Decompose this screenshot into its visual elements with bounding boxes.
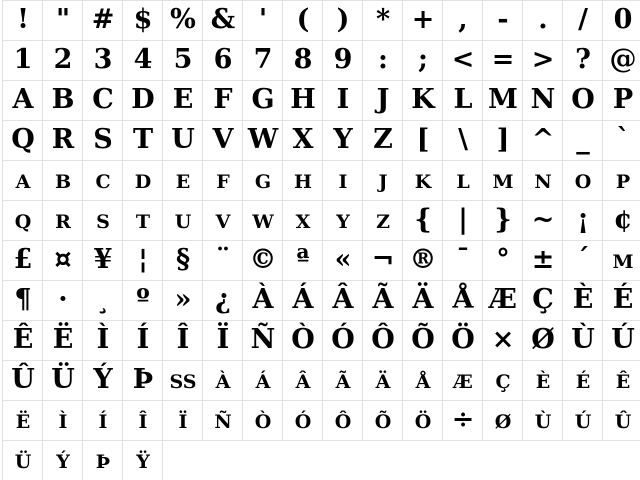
glyph-cell[interactable]: ò xyxy=(243,401,283,441)
glyph-cell[interactable]: þ xyxy=(83,441,123,480)
glyph-cell[interactable]: ° xyxy=(483,241,523,281)
glyph-cell[interactable]: É xyxy=(603,281,640,321)
glyph-cell[interactable]: ë xyxy=(3,401,43,441)
glyph-cell[interactable]: y xyxy=(323,201,363,241)
glyph-cell[interactable]: ¶ xyxy=(3,281,43,321)
glyph-cell[interactable]: ¤ xyxy=(43,241,83,281)
glyph-cell[interactable]: r xyxy=(43,201,83,241)
glyph-cell[interactable]: ¬ xyxy=(363,241,403,281)
glyph-cell[interactable]: p xyxy=(603,161,640,201)
glyph-cell[interactable]: Ý xyxy=(83,361,123,401)
glyph-cell[interactable]: E xyxy=(163,81,203,121)
glyph-cell[interactable]: Ì xyxy=(83,321,123,361)
glyph-cell[interactable]: ' xyxy=(243,1,283,41)
glyph-cell[interactable]: 8 xyxy=(283,41,323,81)
glyph-cell[interactable]: 5 xyxy=(163,41,203,81)
glyph-cell[interactable]: : xyxy=(363,41,403,81)
glyph-cell[interactable]: ; xyxy=(403,41,443,81)
glyph-cell[interactable]: å xyxy=(403,361,443,401)
glyph-cell[interactable]: < xyxy=(443,41,483,81)
glyph-cell[interactable]: t xyxy=(123,201,163,241)
glyph-cell[interactable]: Ç xyxy=(523,281,563,321)
glyph-cell[interactable]: ] xyxy=(483,121,523,161)
glyph-cell[interactable]: + xyxy=(403,1,443,41)
glyph-cell[interactable]: 9 xyxy=(323,41,363,81)
glyph-cell[interactable]: U xyxy=(163,121,203,161)
glyph-cell[interactable]: ) xyxy=(323,1,363,41)
glyph-cell[interactable]: K xyxy=(403,81,443,121)
glyph-cell[interactable]: Ô xyxy=(363,321,403,361)
glyph-cell[interactable]: 6 xyxy=(203,41,243,81)
glyph-cell[interactable]: è xyxy=(523,361,563,401)
glyph-cell[interactable]: § xyxy=(163,241,203,281)
glyph-cell[interactable]: Õ xyxy=(403,321,443,361)
glyph-cell[interactable]: , xyxy=(443,1,483,41)
charmap-grid xyxy=(2,0,640,480)
glyph-cell[interactable]: 1 xyxy=(3,41,43,81)
glyph-cell[interactable]: V xyxy=(203,121,243,161)
glyph-cell[interactable]: ÿ xyxy=(123,441,163,480)
glyph-cell[interactable]: ¨ xyxy=(203,241,243,281)
glyph-cell[interactable]: Ä xyxy=(403,281,443,321)
glyph-cell[interactable]: 7 xyxy=(243,41,283,81)
glyph-cell[interactable]: Z xyxy=(363,121,403,161)
glyph-cell[interactable]: Ë xyxy=(43,321,83,361)
glyph-cell[interactable]: i xyxy=(323,161,363,201)
glyph-cell[interactable]: ± xyxy=(523,241,563,281)
glyph-cell[interactable]: ¸ xyxy=(83,281,123,321)
glyph-cell[interactable]: h xyxy=(283,161,323,201)
glyph-cell[interactable]: @ xyxy=(603,41,640,81)
glyph-cell[interactable]: Ã xyxy=(363,281,403,321)
glyph-cell[interactable]: ¯ xyxy=(443,241,483,281)
glyph-cell[interactable]: ¿ xyxy=(203,281,243,321)
glyph-cell[interactable]: ! xyxy=(3,1,43,41)
glyph-cell[interactable]: ü xyxy=(3,441,43,480)
glyph-cell[interactable]: Î xyxy=(163,321,203,361)
glyph-cell[interactable]: Ü xyxy=(43,361,83,401)
glyph-cell[interactable]: Ù xyxy=(563,321,603,361)
glyph-cell[interactable]: £ xyxy=(3,241,43,281)
glyph-cell[interactable]: b xyxy=(43,161,83,201)
glyph-cell[interactable]: Á xyxy=(283,281,323,321)
glyph-cell[interactable]: s xyxy=(83,201,123,241)
glyph-cell[interactable]: * xyxy=(363,1,403,41)
glyph-cell[interactable]: B xyxy=(43,81,83,121)
glyph-cell[interactable]: ô xyxy=(323,401,363,441)
glyph-cell[interactable]: ï xyxy=(163,401,203,441)
glyph-cell[interactable]: - xyxy=(483,1,523,41)
glyph-cell[interactable]: Ø xyxy=(523,321,563,361)
glyph-cell[interactable]: & xyxy=(203,1,243,41)
glyph-cell[interactable]: v xyxy=(203,201,243,241)
glyph-cell[interactable]: Û xyxy=(3,361,43,401)
glyph-cell[interactable]: Æ xyxy=(483,281,523,321)
glyph-cell[interactable]: [ xyxy=(403,121,443,161)
glyph-cell[interactable]: D xyxy=(123,81,163,121)
glyph-cell[interactable]: ÷ xyxy=(443,401,483,441)
glyph-cell[interactable]: ^ xyxy=(523,121,563,161)
glyph-cell[interactable]: R xyxy=(43,121,83,161)
glyph-cell[interactable]: S xyxy=(83,121,123,161)
glyph-cell[interactable]: Ò xyxy=(283,321,323,361)
glyph-cell[interactable]: w xyxy=(243,201,283,241)
glyph-cell[interactable]: Ö xyxy=(443,321,483,361)
glyph-cell[interactable]: } xyxy=(483,201,523,241)
glyph-cell[interactable]: T xyxy=(123,121,163,161)
glyph-cell[interactable]: Å xyxy=(443,281,483,321)
glyph-cell[interactable]: ê xyxy=(603,361,640,401)
glyph-cell[interactable]: N xyxy=(523,81,563,121)
glyph-cell[interactable]: º xyxy=(123,281,163,321)
glyph-cell[interactable]: P xyxy=(603,81,640,121)
glyph-cell[interactable]: ? xyxy=(563,41,603,81)
glyph-cell[interactable]: ì xyxy=(43,401,83,441)
glyph-cell[interactable]: Ê xyxy=(3,321,43,361)
glyph-cell[interactable]: û xyxy=(603,401,640,441)
glyph-cell[interactable]: \ xyxy=(443,121,483,161)
glyph-cell[interactable]: Â xyxy=(323,281,363,321)
glyph-cell[interactable]: ß xyxy=(163,361,203,401)
glyph-cell[interactable]: ¢ xyxy=(603,201,640,241)
glyph-cell[interactable]: l xyxy=(443,161,483,201)
glyph-cell[interactable]: ã xyxy=(323,361,363,401)
glyph-cell[interactable]: k xyxy=(403,161,443,201)
glyph-cell[interactable]: ä xyxy=(363,361,403,401)
glyph-cell[interactable]: A xyxy=(3,81,43,121)
glyph-cell[interactable]: ¡ xyxy=(563,201,603,241)
glyph-cell[interactable]: M xyxy=(483,81,523,121)
glyph-cell[interactable]: = xyxy=(483,41,523,81)
glyph-cell[interactable]: í xyxy=(83,401,123,441)
glyph-cell[interactable]: $ xyxy=(123,1,163,41)
glyph-cell[interactable]: Ó xyxy=(323,321,363,361)
glyph-cell[interactable]: á xyxy=(243,361,283,401)
glyph-cell[interactable]: m xyxy=(483,161,523,201)
glyph-cell[interactable]: Y xyxy=(323,121,363,161)
glyph-cell[interactable]: æ xyxy=(443,361,483,401)
glyph-cell[interactable]: ` xyxy=(603,121,640,161)
glyph-cell[interactable]: | xyxy=(443,201,483,241)
glyph-cell[interactable]: × xyxy=(483,321,523,361)
glyph-cell[interactable]: ´ xyxy=(563,241,603,281)
glyph-cell[interactable]: È xyxy=(563,281,603,321)
glyph-cell[interactable]: G xyxy=(243,81,283,121)
glyph-cell[interactable]: 0 xyxy=(603,1,640,41)
glyph-cell[interactable]: { xyxy=(403,201,443,241)
glyph-cell[interactable]: 3 xyxy=(83,41,123,81)
glyph-cell[interactable]: 4 xyxy=(123,41,163,81)
glyph-cell[interactable]: q xyxy=(3,201,43,241)
glyph-cell[interactable]: j xyxy=(363,161,403,201)
glyph-cell[interactable]: J xyxy=(363,81,403,121)
glyph-cell[interactable]: . xyxy=(523,1,563,41)
glyph-cell[interactable]: é xyxy=(563,361,603,401)
glyph-cell[interactable]: ( xyxy=(283,1,323,41)
glyph-cell[interactable]: O xyxy=(563,81,603,121)
glyph-cell[interactable]: o xyxy=(563,161,603,201)
glyph-cell[interactable]: ø xyxy=(483,401,523,441)
glyph-cell[interactable]: W xyxy=(243,121,283,161)
glyph-cell[interactable]: a xyxy=(3,161,43,201)
glyph-cell[interactable]: g xyxy=(243,161,283,201)
glyph-cell[interactable]: · xyxy=(43,281,83,321)
glyph-cell[interactable]: X xyxy=(283,121,323,161)
glyph-cell[interactable]: > xyxy=(523,41,563,81)
glyph-cell[interactable]: ç xyxy=(483,361,523,401)
glyph-cell[interactable]: À xyxy=(243,281,283,321)
glyph-cell[interactable]: » xyxy=(163,281,203,321)
glyph-cell[interactable]: © xyxy=(243,241,283,281)
glyph-cell[interactable]: ® xyxy=(403,241,443,281)
glyph-cell[interactable]: / xyxy=(563,1,603,41)
glyph-cell[interactable]: _ xyxy=(563,121,603,161)
glyph-cell[interactable]: â xyxy=(283,361,323,401)
glyph-cell[interactable]: # xyxy=(83,1,123,41)
glyph-cell[interactable]: î xyxy=(123,401,163,441)
glyph-cell[interactable]: ¥ xyxy=(83,241,123,281)
glyph-cell[interactable]: e xyxy=(163,161,203,201)
glyph-cell[interactable]: ù xyxy=(523,401,563,441)
glyph-cell[interactable]: ý xyxy=(43,441,83,480)
glyph-cell[interactable]: H xyxy=(283,81,323,121)
glyph-cell[interactable]: ª xyxy=(283,241,323,281)
glyph-cell[interactable]: « xyxy=(323,241,363,281)
glyph-cell[interactable]: õ xyxy=(363,401,403,441)
glyph-cell[interactable]: Q xyxy=(3,121,43,161)
glyph-cell[interactable]: Þ xyxy=(123,361,163,401)
glyph-cell[interactable]: à xyxy=(203,361,243,401)
glyph-cell[interactable]: Ï xyxy=(203,321,243,361)
glyph-cell[interactable]: ñ xyxy=(203,401,243,441)
glyph-cell[interactable]: L xyxy=(443,81,483,121)
glyph-cell[interactable]: d xyxy=(123,161,163,201)
glyph-cell[interactable]: u xyxy=(163,201,203,241)
glyph-cell[interactable]: ~ xyxy=(523,201,563,241)
glyph-cell[interactable]: x xyxy=(283,201,323,241)
glyph-cell[interactable]: F xyxy=(203,81,243,121)
glyph-cell[interactable]: I xyxy=(323,81,363,121)
glyph-cell[interactable]: f xyxy=(203,161,243,201)
glyph-cell[interactable]: c xyxy=(83,161,123,201)
glyph-cell[interactable]: ó xyxy=(283,401,323,441)
glyph-cell[interactable]: ö xyxy=(403,401,443,441)
glyph-cell[interactable]: Ñ xyxy=(243,321,283,361)
glyph-cell[interactable]: 2 xyxy=(43,41,83,81)
glyph-cell[interactable]: ú xyxy=(563,401,603,441)
glyph-cell[interactable]: n xyxy=(523,161,563,201)
glyph-cell[interactable]: " xyxy=(43,1,83,41)
glyph-cell[interactable]: z xyxy=(363,201,403,241)
glyph-cell[interactable]: ¦ xyxy=(123,241,163,281)
glyph-cell[interactable]: Ú xyxy=(603,321,640,361)
glyph-cell[interactable]: Í xyxy=(123,321,163,361)
glyph-cell[interactable]: % xyxy=(163,1,203,41)
glyph-cell[interactable]: C xyxy=(83,81,123,121)
glyph-cell[interactable]: µ xyxy=(603,241,640,281)
